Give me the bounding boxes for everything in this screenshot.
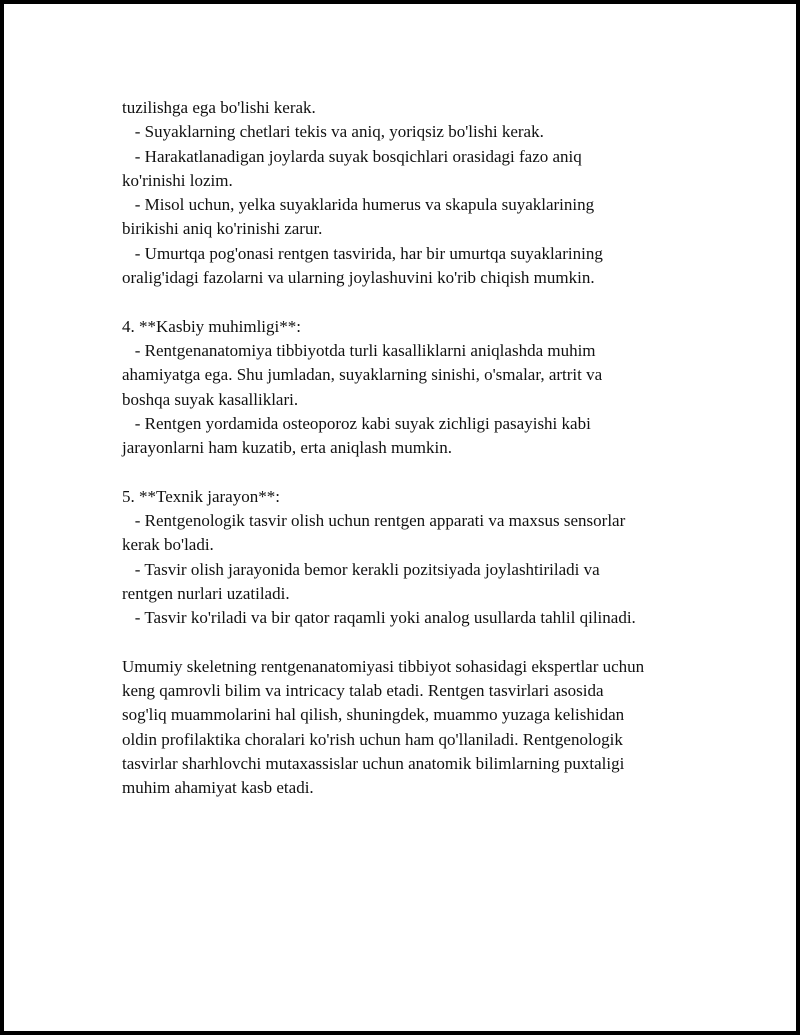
blank-line (122, 460, 712, 484)
list-item: - Rentgenanatomiya tibbiyotda turli kasalliklarni aniqlashda muhim (122, 340, 596, 360)
list-item: - Misol uchun, yelka suyaklarida humerus va skapula suyaklarining (122, 195, 595, 215)
list-item: - Harakatlanadigan joylarda suyak bosqichlari orasidagi fazo aniq (122, 146, 582, 166)
paragraph-line: sog'liq muammolarini hal qilish, shuningdek, muammo yuzaga kelishidan (122, 705, 625, 725)
list-item: - Rentgenologik tasvir olish uchun rentgen apparati va maxsus sensorlar (122, 511, 626, 531)
section-heading: 4. **Kasbiy muhimligi**: (122, 316, 301, 336)
list-item: - Tasvir ko'riladi va bir qator raqamli yoki analog usullarda tahlil qilinadi. (122, 608, 636, 628)
list-item: - Umurtqa pog'onasi rentgen tasvirida, har bir umurtqa suyaklarining (122, 243, 603, 263)
text-line: birikishi aniq ko'rinishi zarur. (122, 219, 323, 239)
text-line: ahamiyatga ega. Shu jumladan, suyaklarning sinishi, o'smalar, artrit va (122, 365, 603, 385)
paragraph-line: keng qamrovli bilim va intricacy talab etadi. Rentgen tasvirlari asosida (122, 681, 604, 701)
text-line: ko'rinishi lozim. (122, 170, 233, 190)
paragraph-line: muhim ahamiyat kasb etadi. (122, 778, 314, 798)
paragraph-line: oldin profilaktika choralari ko'rish uchun ham qo'llaniladi. Rentgenologik (122, 729, 623, 749)
list-item: - Rentgen yordamida osteoporoz kabi suyak zichligi pasayishi kabi (122, 413, 591, 433)
section-heading: 5. **Texnik jarayon**: (122, 486, 280, 506)
list-item: - Suyaklarning chetlari tekis va aniq, yoriqsiz bo'lishi kerak. (122, 122, 544, 142)
text-line: jarayonlarni ham kuzatib, erta aniqlash mumkin. (122, 438, 452, 458)
document-body (122, 96, 712, 801)
list-item: - Tasvir olish jarayonida bemor kerakli pozitsiyada joylashtiriladi va (122, 559, 600, 579)
text-line: boshqa suyak kasalliklari. (122, 389, 299, 409)
text-line: rentgen nurlari uzatiladi. (122, 583, 290, 603)
blank-line (122, 631, 712, 655)
text-line: tuzilishga ega bo'lishi kerak. (122, 98, 316, 117)
paragraph-line: Umumiy skeletning rentgenanatomiyasi tibbiyot sohasidagi ekspertlar uchun (122, 656, 645, 676)
text-line: oralig'idagi fazolarni va ularning joylashuvini ko'rib chiqish mumkin. (122, 268, 595, 288)
blank-line (122, 290, 712, 314)
text-line: kerak bo'ladi. (122, 535, 214, 555)
paragraph-line: tasvirlar sharhlovchi mutaxassislar uchun anatomik bilimlarning puxtaligi (122, 754, 625, 774)
